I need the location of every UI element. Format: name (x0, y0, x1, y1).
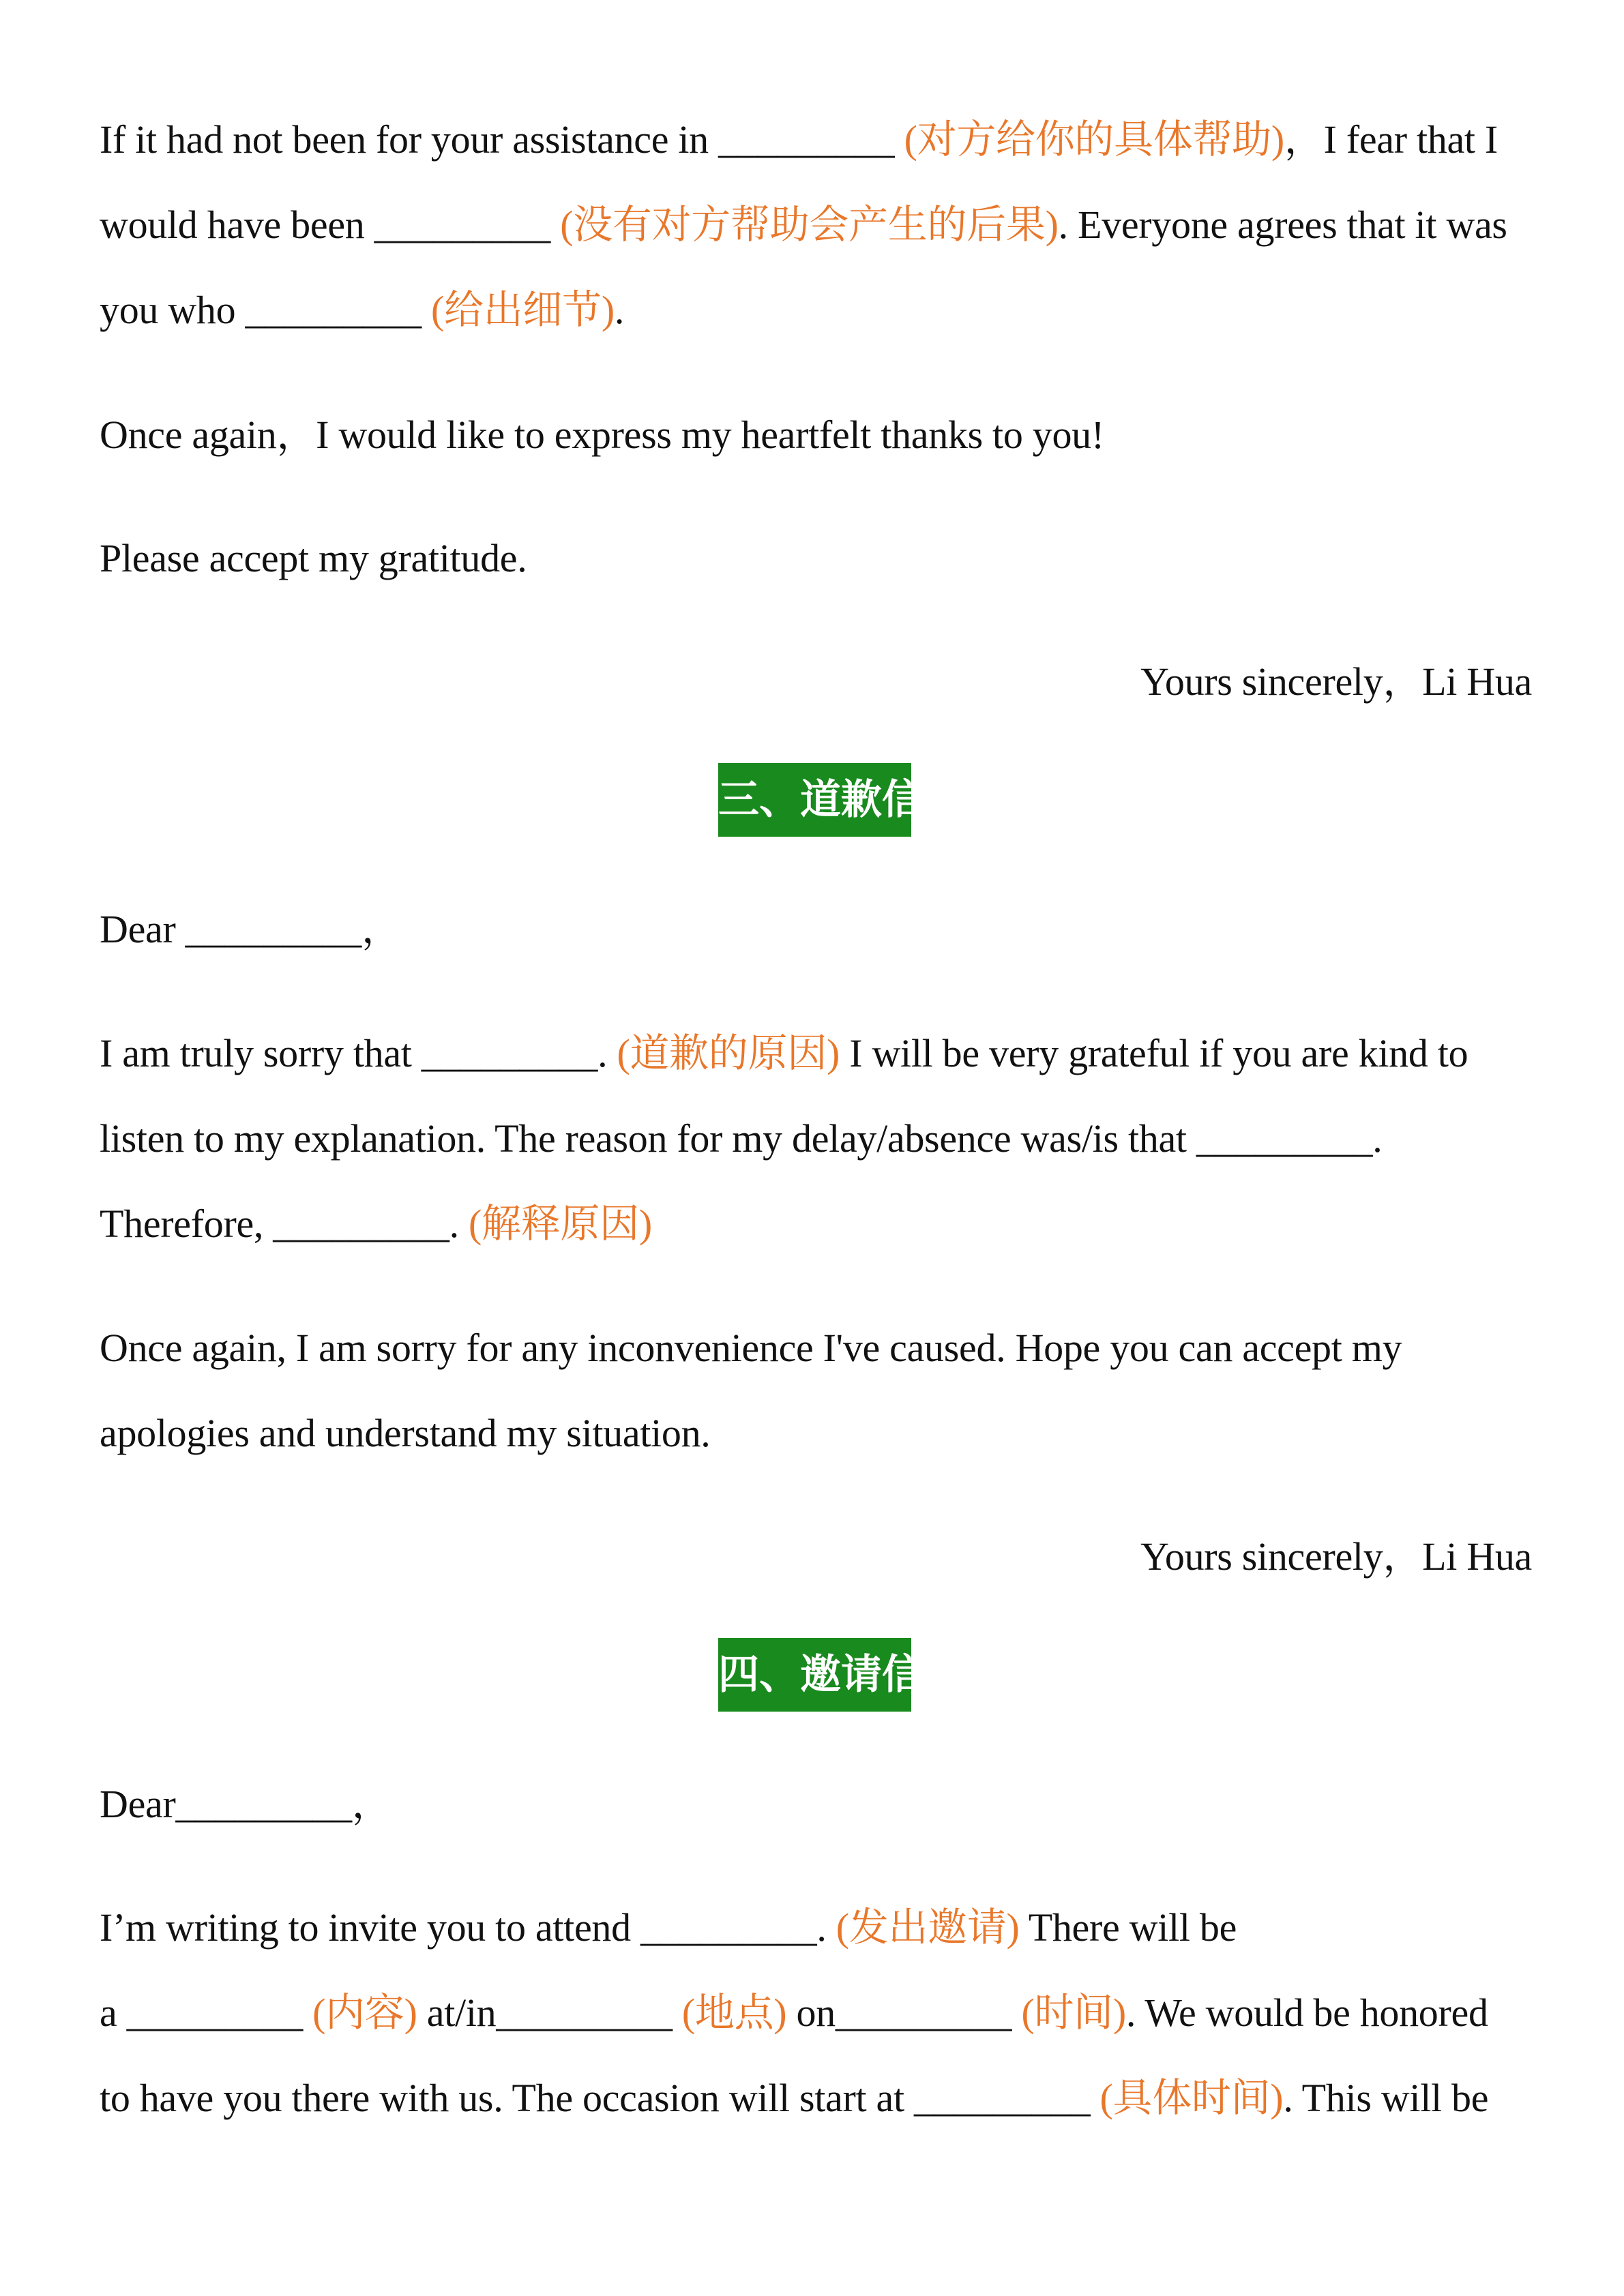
invitation-paragraph-line-1 (100, 1904, 1237, 1952)
hint-specific-time: (具体时间) (1099, 2076, 1284, 2120)
hint-specific-help: (对方给你的具体帮助) (904, 117, 1284, 162)
text: I’m writing to invite you to attend _________. (100, 1905, 836, 1950)
hint-explain-reason: (解释原因) (469, 1202, 652, 1246)
hint-consequence: (没有对方帮助会产生的后果) (560, 203, 1059, 247)
text: you who _________ (100, 288, 431, 332)
apology-signoff: Yours sincerely，Li Hua (1140, 1534, 1532, 1579)
text: a _________ (100, 1991, 313, 2035)
apology-closing-line-2: apologies and understand my situation. (100, 1411, 711, 1455)
text: Therefore, _________. (100, 1202, 469, 1246)
thanks-paragraph-line-1 (100, 116, 1498, 164)
section-heading-invitation: 四、邀请信 (718, 1638, 911, 1712)
apology-greeting: Dear _________， (100, 907, 401, 951)
thanks-gratitude-line: Please accept my gratitude. (100, 536, 527, 580)
hint-details: (给出细节) (431, 288, 615, 332)
apology-paragraph-line-3 (100, 1200, 652, 1248)
apology-paragraph-line-1 (100, 1030, 1468, 1077)
thanks-signoff: Yours sincerely，Li Hua (1140, 659, 1532, 704)
invitation-paragraph-line-2 (100, 1989, 1488, 2037)
thanks-paragraph-line-2 (100, 201, 1507, 249)
hint-time: (时间) (1021, 1991, 1126, 2035)
thanks-paragraph-line-3 (100, 286, 624, 334)
hint-content: (内容) (312, 1991, 417, 2035)
apology-closing-line-1: Once again, I am sorry for any inconvenience I've caused. Hope you can accept my (100, 1326, 1402, 1370)
text: would have been _________ (100, 203, 561, 247)
invitation-greeting: Dear_________， (100, 1782, 392, 1826)
hint-apology-reason: (道歉的原因) (617, 1031, 840, 1075)
hint-place: (地点) (681, 1991, 787, 2035)
text: . (614, 288, 625, 332)
text: ，I fear that I (1284, 117, 1498, 162)
text: at/in_________ (417, 1991, 682, 2035)
text: on_________ (786, 1991, 1022, 2035)
text: . We would be honored (1125, 1991, 1488, 2035)
text: to have you there with us. The occasion will start at _________ (100, 2076, 1100, 2120)
text: I will be very grateful if you are kind to (840, 1031, 1468, 1075)
hint-invite: (发出邀请) (836, 1905, 1020, 1950)
invitation-paragraph-line-3 (100, 2074, 1488, 2122)
text: . This will be (1283, 2076, 1489, 2120)
text: . Everyone agrees that it was (1058, 203, 1507, 247)
apology-paragraph-line-2: listen to my explanation. The reason for my delay/absence was/is that _________. (100, 1116, 1383, 1161)
text: I am truly sorry that _________. (100, 1031, 617, 1075)
thanks-closing-line: Once again，I would like to express my heartfelt thanks to you! (100, 413, 1104, 457)
text: If it had not been for your assistance in _________ (100, 117, 904, 162)
text: There will be (1019, 1905, 1237, 1950)
section-heading-apology: 三、道歉信 (718, 763, 911, 837)
